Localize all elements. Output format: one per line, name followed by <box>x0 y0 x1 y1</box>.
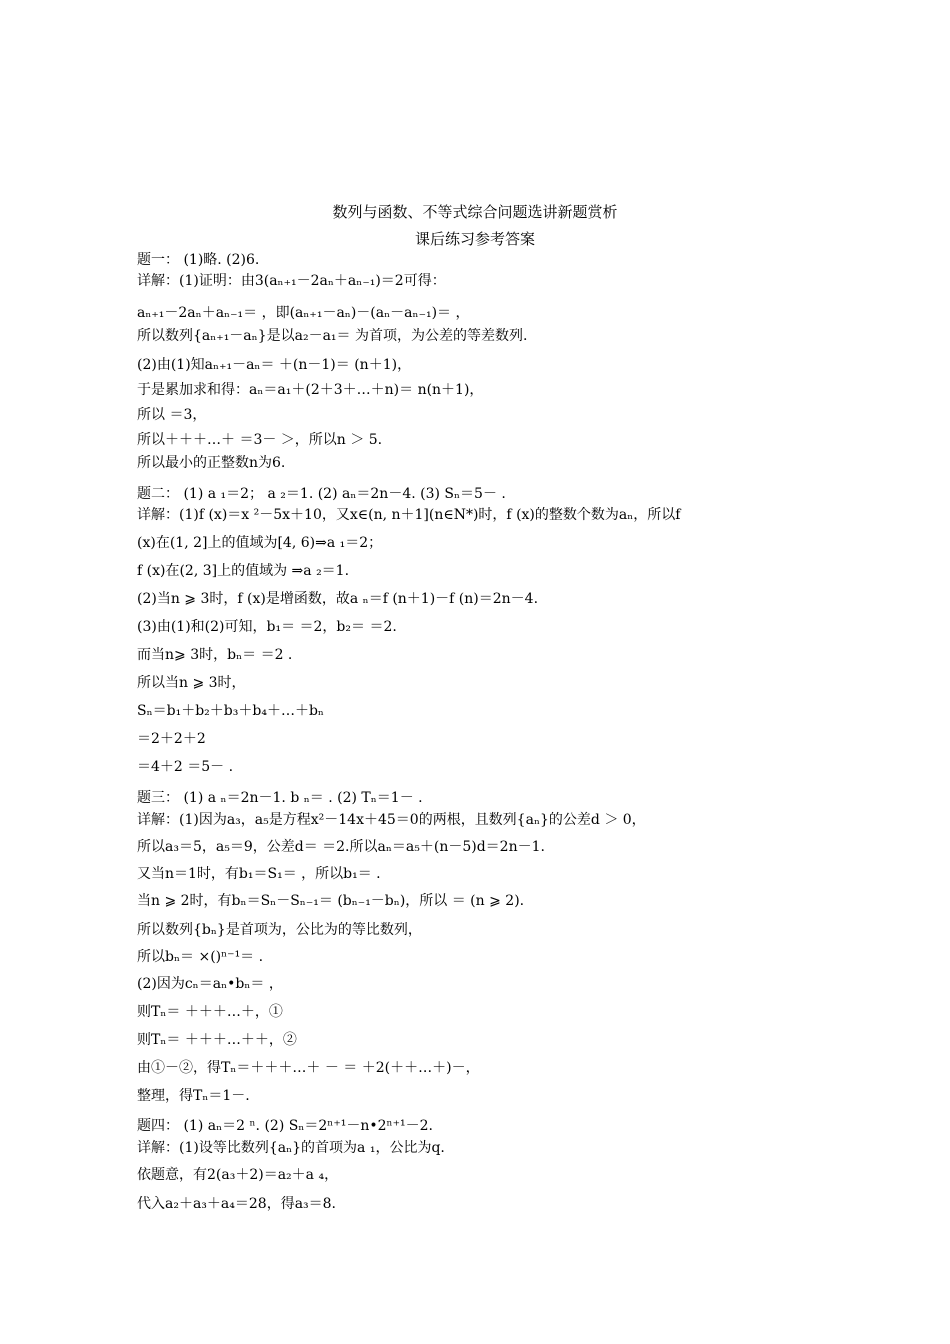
text-line: (2)当n ⩾ 3时，f (x)是增函数，故a ₙ＝f (n＋1)－f (n)＝2n－4. <box>137 591 539 607</box>
text-line: 详解：(1)f (x)＝x ²－5x＋10，又x∈(n, n＋1](n∈N*)时，f (x)的整数个数为aₙ，所以f <box>137 507 681 523</box>
text-line: 而当n⩾ 3时，bₙ＝ ＝2 . <box>137 647 293 663</box>
text-line: 所以＋＋＋…＋ ＝3－ ＞，所以n ＞ 5. <box>137 432 383 448</box>
text-line: 依题意，有2(a₃＋2)＝a₂＋a ₄， <box>137 1167 339 1183</box>
text-line: 题四： (1) aₙ＝2 ⁿ. (2) Sₙ＝2ⁿ⁺¹－n•2ⁿ⁺¹－2. <box>137 1118 433 1134</box>
text-line: 题一： (1)略. (2)6. <box>137 252 260 268</box>
text-line: 则Tₙ＝ ＋＋＋…＋，① <box>137 1004 283 1020</box>
document-title: 数列与函数、不等式综合问题选讲新题赏析 <box>332 203 618 221</box>
text-line: 所以当n ⩾ 3时， <box>137 675 246 691</box>
text-line: f (x)在(2, 3]上的值域为 ⇒a ₂＝1. <box>137 563 350 579</box>
text-line: 当n ⩾ 2时，有bₙ＝Sₙ－Sₙ₋₁＝ (bₙ₋₁－bₙ)，所以 ＝ (n ⩾ 2). <box>137 893 525 909</box>
text-line: 所以 ＝3， <box>137 407 207 423</box>
text-line: 整理，得Tₙ＝1－. <box>137 1088 250 1104</box>
text-line: 所以a₃＝5，a₅＝9，公差d＝ ＝2.所以aₙ＝a₅＋(n－5)d＝2n－1. <box>137 839 545 855</box>
text-line: 则Tₙ＝ ＋＋＋…＋＋，② <box>137 1032 297 1048</box>
text-line: (3)由(1)和(2)可知，b₁＝ ＝2，b₂＝ ＝2. <box>137 619 397 635</box>
document-subtitle: 课后练习参考答案 <box>414 230 535 248</box>
text-line: ＝4＋2 ＝5－ . <box>137 759 234 775</box>
text-line: 详解：(1)证明：由3(aₙ₊₁－2aₙ＋aₙ₋₁)＝2可得： <box>137 273 446 289</box>
text-line: 详解：(1)因为a₃，a₅是方程x²－14x＋45＝0的两根，且数列{aₙ}的公差d ＞ 0， <box>137 812 646 828</box>
text-line: 代入a₂＋a₃＋a₄＝28，得a₃＝8. <box>137 1196 337 1212</box>
text-line: aₙ₊₁－2aₙ＋aₙ₋₁＝ ，即(aₙ₊₁－aₙ)－(aₙ－aₙ₋₁)＝ ， <box>137 305 470 321</box>
text-line: ＝2＋2＋2 <box>137 731 206 747</box>
text-line: (x)在(1, 2]上的值域为[4, 6)⇒a ₁＝2； <box>137 535 383 551</box>
text-line: 详解：(1)设等比数列{aₙ}的首项为a ₁，公比为q. <box>137 1140 445 1156</box>
text-line: 题三： (1) a ₙ＝2n－1. b ₙ＝ . (2) Tₙ＝1－ . <box>137 790 423 806</box>
text-line: 所以bₙ＝ ×()ⁿ⁻¹＝ . <box>137 949 264 965</box>
text-line: 所以数列{bₙ}是首项为，公比为的等比数列， <box>137 922 422 938</box>
text-line: 于是累加求和得：aₙ＝a₁＋(2＋3＋…＋n)＝ n(n＋1)， <box>137 382 484 398</box>
text-line: (2)因为cₙ＝aₙ•bₙ＝ ， <box>137 976 283 992</box>
text-line: 题二： (1) a ₁＝2； a ₂＝1. (2) aₙ＝2n－4. (3) Sₙ＝5－ . <box>137 486 506 502</box>
text-line: Sₙ＝b₁＋b₂＋b₃＋b₄＋…＋bₙ <box>137 703 324 719</box>
text-line: 所以数列{aₙ₊₁－aₙ}是以a₂－a₁＝ 为首项，为公差的等差数列. <box>137 328 528 344</box>
text-line: 由①－②，得Tₙ＝＋＋＋…＋ － ＝ ＋2(＋＋…＋)－， <box>137 1060 480 1076</box>
text-line: 所以最小的正整数n为6. <box>137 455 286 471</box>
text-line: (2)由(1)知aₙ₊₁－aₙ＝ ＋(n－1)＝ (n＋1)， <box>137 357 412 373</box>
text-line: 又当n＝1时，有b₁＝S₁＝ ，所以b₁＝ . <box>137 866 381 882</box>
